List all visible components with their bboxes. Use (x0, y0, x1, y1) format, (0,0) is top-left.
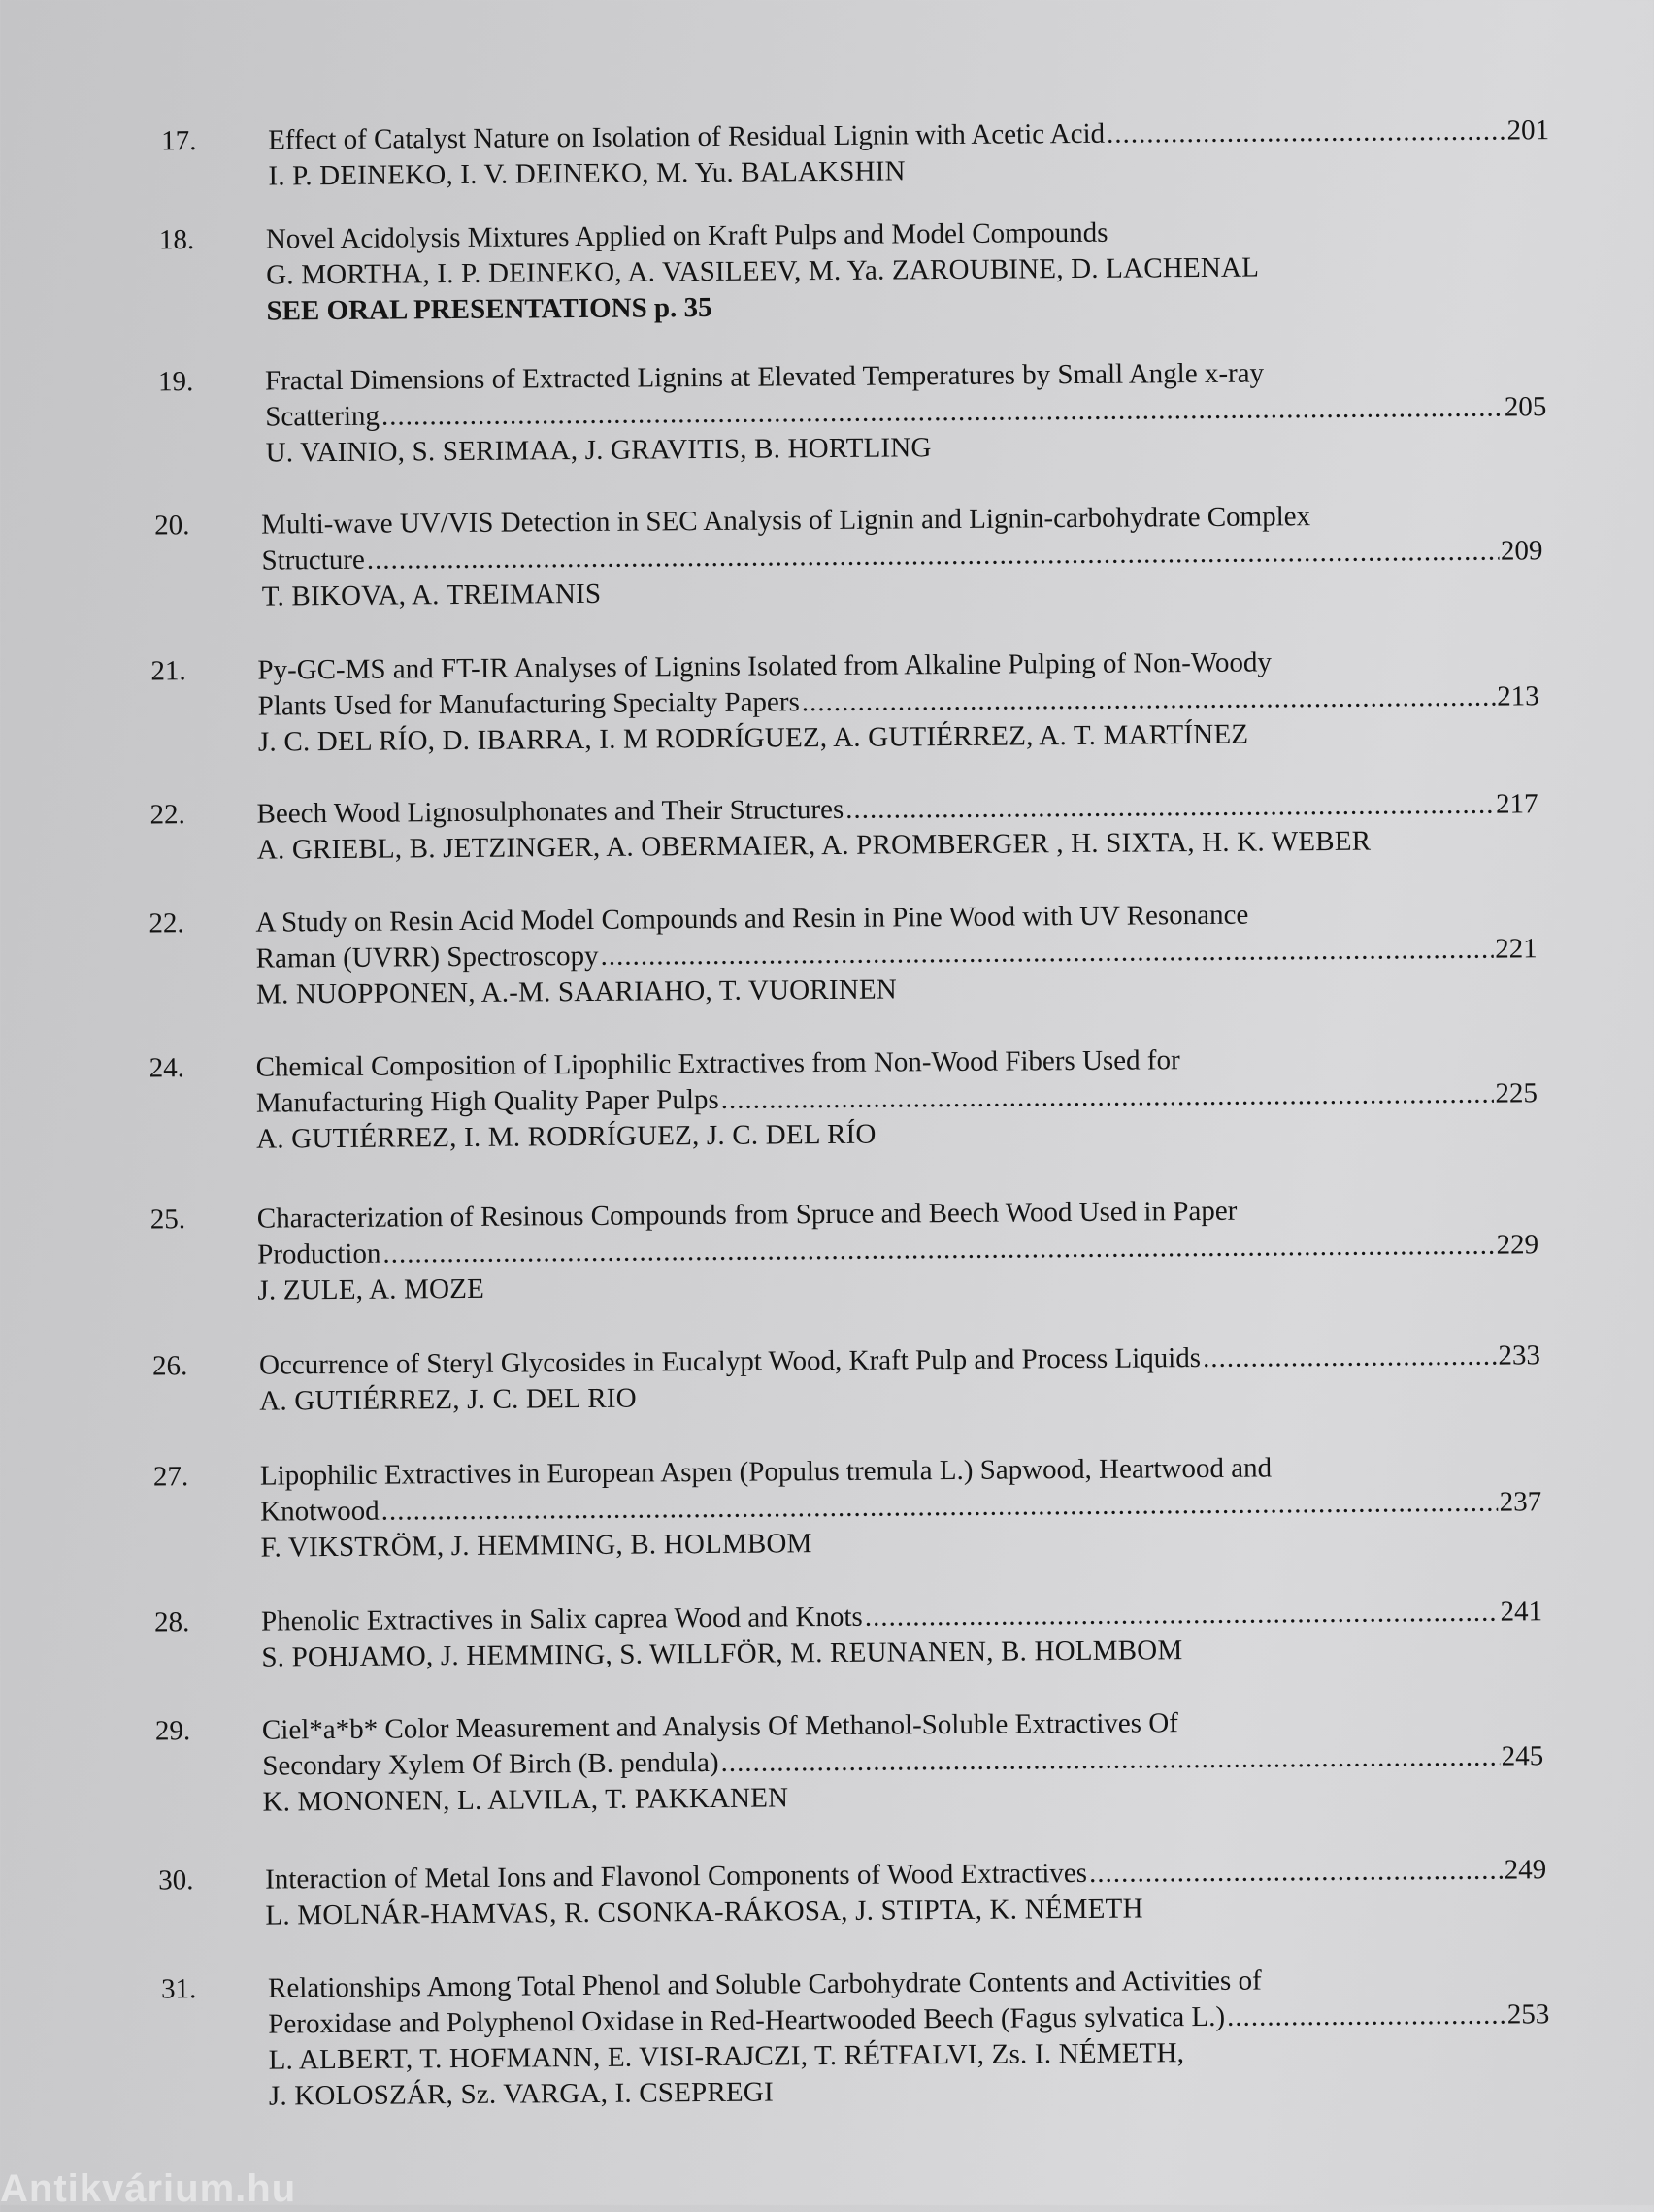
entry-title-line: Ciel*a*b* Color Measurement and Analysis Of Methanol-Soluble Extractives Of (261, 1707, 1179, 1746)
entry-page: 201 (1506, 115, 1550, 147)
entry-authors: A. GUTIÉRREZ, J. C. DEL RIO (259, 1382, 637, 1417)
entry-number: 21. (150, 655, 186, 687)
entry-title-line: Production ..... 229 (257, 1227, 1538, 1272)
entry-authors: G. MORTHA, I. P. DEINEKO, A. VASILEEV, M. Ya. ZAROUBINE, D. LACHENAL (266, 251, 1260, 291)
toc-entry (149, 1191, 1568, 1306)
entry-authors: F. VIKSTRÖM, J. HEMMING, B. HOLMBOM (260, 1528, 812, 1564)
entry-title-line: Secondary Xylem Of Birch (B. pendula) ..... 245 (262, 1738, 1543, 1784)
entry-authors: I. P. DEINEKO, I. V. DEINEKO, M. Yu. BALAKSHIN (268, 155, 906, 192)
entry-number: 19. (157, 366, 194, 398)
entry-title-line: Plants Used for Manufacturing Specialty Papers ..... 213 (258, 678, 1539, 724)
entry-number: 27. (152, 1461, 189, 1493)
entry-authors: J. KOLOSZÁR, Sz. VARGA, I. CSEPREGI (268, 2076, 774, 2112)
entry-title-line: Chemical Composition of Lipophilic Extractives from Non-Wood Fibers Used for (255, 1044, 1180, 1083)
entry-title-line: Raman (UVRR) Spectroscopy ..... 221 (256, 931, 1538, 976)
toc-entry (152, 1448, 1571, 1564)
entry-page: 213 (1497, 680, 1539, 712)
entry-authors: K. MONONEN, L. ALVILA, T. PAKKANEN (262, 1782, 789, 1818)
toc-entry (160, 1961, 1578, 2112)
entry-page: 221 (1495, 933, 1538, 965)
entry-page: 209 (1500, 535, 1543, 567)
entry-number: 31. (160, 1973, 197, 2005)
entry-page: 245 (1501, 1740, 1544, 1772)
entry-number: 30. (158, 1865, 194, 1897)
entry-title-line: Interaction of Metal Ions and Flavonol Components of Wood Extractives ..... 249 (265, 1852, 1546, 1898)
entry-title-line: Lipophilic Extractives in European Aspen (Populus tremula L.) Sapwood, Heartwood and (259, 1452, 1273, 1492)
entry-authors: T. BIKOVA, A. TREIMANIS (261, 578, 602, 612)
entry-page: 249 (1504, 1854, 1547, 1886)
toc-entry (153, 1594, 1571, 1673)
entry-title-line: Peroxidase and Polyphenol Oxidase in Red-Heartwooded Beech (Fagus sylvatica L.) ..... 253 (268, 1997, 1549, 2042)
entry-page: 233 (1498, 1339, 1541, 1371)
toc-entry (154, 497, 1571, 612)
toc-entry (154, 1702, 1572, 1818)
entry-authors: J. C. DEL RÍO, D. IBARRA, I. M RODRÍGUEZ, A. GUTIÉRREZ, A. T. MARTÍNEZ (257, 718, 1249, 758)
entry-title-line: Fractal Dimensions of Extracted Lignins at Elevated Temperatures by Small Angle x-ray (264, 357, 1265, 397)
entry-page: 253 (1506, 1998, 1550, 2030)
entry-page: 241 (1500, 1596, 1543, 1628)
entry-title-line: Knotwood ..... 237 (260, 1484, 1541, 1530)
entry-note: SEE ORAL PRESENTATIONS p. 35 (266, 291, 712, 327)
entry-title-line: Relationships Among Total Phenol and Soluble Carbohydrate Contents and Activities of (267, 1964, 1262, 2004)
toc-entry (149, 786, 1567, 866)
entry-page: 225 (1495, 1077, 1538, 1109)
entry-authors: M. NUOPPONEN, A.-M. SAARIAHO, T. VUORINEN (255, 974, 898, 1010)
toc-entry (149, 1040, 1566, 1155)
entry-title-line: Scattering ..... 205 (265, 389, 1546, 435)
entry-page: 229 (1496, 1229, 1539, 1261)
entry-authors: L. MOLNÁR-HAMVAS, R. CSONKA-RÁKOSA, J. STIPTA, K. NÉMETH (265, 1893, 1143, 1931)
entry-number: 28. (153, 1606, 190, 1638)
entry-number: 26. (151, 1350, 188, 1382)
toc-entry (149, 895, 1566, 1010)
entry-page: 217 (1495, 788, 1538, 820)
entry-page: 205 (1504, 391, 1547, 423)
entry-authors: A. GRIEBL, B. JETZINGER, A. OBERMAIER, A. PROMBERGER , H. SIXTA, H. K. WEBER (256, 825, 1372, 866)
entry-title-line: Characterization of Resinous Compounds from Spruce and Beech Wood Used in Paper (256, 1195, 1238, 1235)
toc-entry (150, 643, 1568, 758)
toc-entry (158, 1852, 1575, 1931)
entry-title-line: Py-GC-MS and FT-IR Analyses of Lignins Isolated from Alkaline Pulping of Non-Woody (257, 646, 1273, 686)
entry-title-line: A Study on Resin Acid Model Compounds and Resin in Pine Wood with UV Resonance (255, 899, 1249, 939)
entry-page: 237 (1499, 1486, 1542, 1518)
entry-title-line: Multi-wave UV/VIS Detection in SEC Analysis of Lignin and Lignin-carbohydrate Complex (261, 501, 1311, 541)
entry-authors: U. VAINIO, S. SERIMAA, J. GRAVITIS, B. HORTLING (265, 432, 932, 469)
entry-title-line: Phenolic Extractives in Salix caprea Wood and Knots ..... 241 (261, 1594, 1542, 1639)
entry-number: 17. (160, 125, 197, 157)
entry-title-line: Structure ..... 209 (261, 533, 1542, 578)
entry-number: 25. (149, 1204, 186, 1236)
entry-authors: J. ZULE, A. MOZE (257, 1272, 485, 1306)
entry-number: 20. (154, 510, 190, 542)
entry-authors: L. ALBERT, T. HOFMANN, E. VISI-RAJCZI, T. RÉTFALVI, Zs. I. NÉMETH, (268, 2037, 1185, 2076)
entry-title-line: Effect of Catalyst Nature on Isolation of Residual Lignin with Acetic Acid ..... 201 (268, 113, 1549, 158)
toc-entry (157, 353, 1575, 469)
entry-title-line: Occurrence of Steryl Glycosides in Eucalypt Wood, Kraft Pulp and Process Liquids ..... 233 (259, 1337, 1540, 1383)
toc-entry (160, 113, 1578, 192)
entry-authors: S. POHJAMO, J. HEMMING, S. WILLFÖR, M. REUNANEN, B. HOLMBOM (261, 1634, 1183, 1673)
toc-entry (158, 212, 1576, 327)
entry-number: 24. (149, 1052, 184, 1084)
toc-entry (151, 1337, 1570, 1417)
entry-number: 29. (154, 1715, 191, 1747)
entry-title-line: Manufacturing High Quality Paper Pulps ..... 225 (256, 1075, 1538, 1121)
entry-title-line: Beech Wood Lignosulphonates and Their Structures ..... 217 (256, 786, 1538, 832)
entry-title-line: Novel Acidolysis Mixtures Applied on Kraft Pulps and Model Compounds (265, 216, 1108, 255)
watermark: Antikvárium.hu (0, 2172, 297, 2205)
entry-number: 22. (149, 908, 184, 940)
entry-authors: A. GUTIÉRREZ, I. M. RODRÍGUEZ, J. C. DEL RÍO (256, 1118, 877, 1155)
entry-number: 18. (158, 224, 195, 256)
entry-number: 22. (149, 799, 185, 831)
